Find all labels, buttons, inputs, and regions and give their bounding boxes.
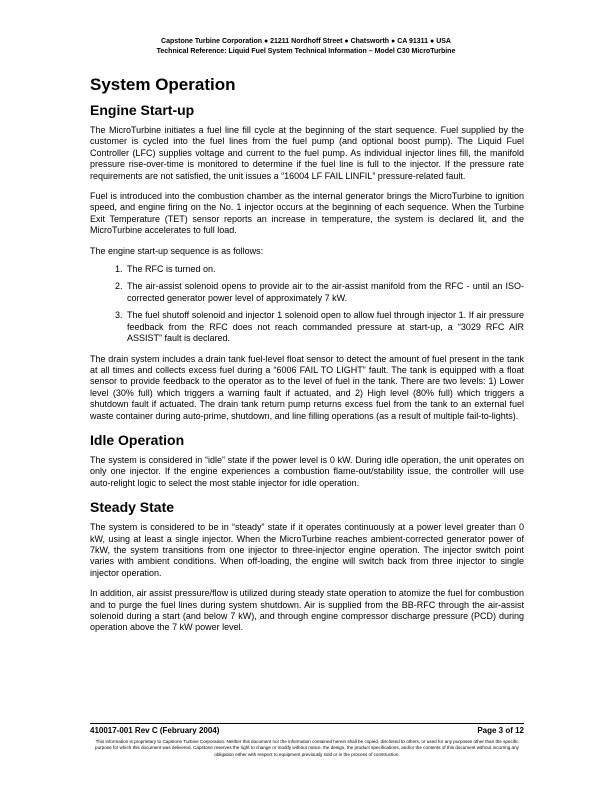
startup-step-3: 3. The fuel shutoff solenoid and injector 1 solenoid open to allow fuel through injector 1. If air pressure feedback from the RFC does not reach commanded pressure at start-up, a “3029 RFC AIR ASSIST” fault is declared. — [125, 310, 524, 344]
footer-row — [90, 725, 524, 737]
idle-paragraph-1: The system is considered in “idle” state if the power level is 0 kW. During idle operation, the unit operates on only one injector. If the engine experiences a combustion flame-out/stability issue, the controller will use auto-relight logic to select the most stable injector for idle operation. — [90, 454, 524, 488]
startup-paragraph-4: The drain system includes a drain tank fuel-level float sensor to detect the amount of fuel present in the tank at all times and collects excess fuel during a “6006 FAIL TO LIGHT” fault. The tank is equipped with a float sensor to provide feedback to the operator as to the level of fuel in the tank. There are two levels: 1) Lower level (30% full) which triggers a warning fault if actuated, and 2) High level (80% full) which triggers a shutdown fault if actuated. The drain tank return pump returns excess fuel from the tank to an external fuel waste container during auto-prime, shutdown, and line filling operations (as a result of multiple fail-to-lights). — [90, 353, 524, 421]
section-heading-engine-startup: Engine Start-up — [90, 102, 195, 118]
page-header — [0, 37, 612, 57]
startup-step-2: 2. The air-assist solenoid opens to provide air to the air-assist manifold from the RFC - until an ISO-corrected generator power level of approximately 7 kW. — [125, 281, 524, 304]
steady-paragraph-1: The system is considered to be in “steady” state if it operates continuously at a power level greater than 0 kW, using at least a single injector. When the MicroTurbine reaches ambient-corrected generator power of 7kW, the system transitions from one injector to three-injector engine operation. The injector switch point varies with ambient conditions. When off-loading, the engine will switch back from three injector to single injector operation. — [90, 522, 524, 578]
startup-step-1: 1. The RFC is turned on. — [125, 264, 524, 275]
startup-paragraph-3: The engine start-up sequence is as follows: — [90, 245, 264, 256]
startup-steps-list — [90, 264, 524, 344]
section-heading-idle-operation: Idle Operation — [90, 431, 185, 448]
header-reference-line: Technical Reference: Liquid Fuel System Technical Information – Model C30 MicroTurbine — [156, 48, 456, 55]
steady-paragraph-2: In addition, air assist pressure/flow is utilized during steady state operation to atomize the fuel for combustion and to purge the fuel lines during system shutdown. Air is supplied from the BB-RFC through the air-assist solenoid during a start (and below 7 kW), and through engine compressor discharge pressure (PCD) during operation above the 7 kW power level. — [90, 588, 524, 633]
footer-disclaimer: This information is proprietary to Capstone Turbine Corporation. Neither this document nor the information contained herein shall be copied, disclosed to others, or used for any purposes other than the specific purpose for which this document was delivered. Capstone reserves the right to change or modify without notice, the design, the product specifications, and/or the contents of this document without incurring any obligation either with respect to equipment previously sold or in the process of construction. — [95, 739, 519, 757]
header-company-line: Capstone Turbine Corporation ● 21211 Nordhoff Street ● Chatsworth ● CA 91311 ● USA — [161, 38, 451, 45]
page-footer — [90, 723, 524, 758]
startup-paragraph-2: Fuel is introduced into the combustion chamber as the internal generator brings the MicroTurbine to ignition speed, and engine firing on the No. 1 injector occurs at the beginning of each sequence. When the Turbine Exit Temperature (TET) sensor reports an increase in temperature, the system is declared lit, and the MicroTurbine accelerates to full load. — [90, 191, 524, 236]
page-number: Page 3 of 12 — [477, 726, 524, 735]
startup-paragraph-1: The MicroTurbine initiates a fuel line fill cycle at the beginning of the start sequence. Fuel supplied by the customer is cycled into the fuel lines from the fuel pump (and optional boost pump). The Liquid Fuel Controller (LFC) supplies voltage and current to the fuel pump. As individual injector lines fill, the manifold pressure rise-over-time is monitored to determine if the fuel line is full to the injector. If the pressure rate requirements are not satisfied, the unit issues a “16004 LF FAIL LINFIL” pressure-related fault. — [90, 125, 524, 181]
section-heading-steady-state: Steady State — [90, 499, 175, 516]
document-number: 410017-001 Rev C (February 2004) — [90, 726, 220, 735]
page-title: System Operation — [90, 75, 236, 94]
page-content — [90, 75, 524, 643]
